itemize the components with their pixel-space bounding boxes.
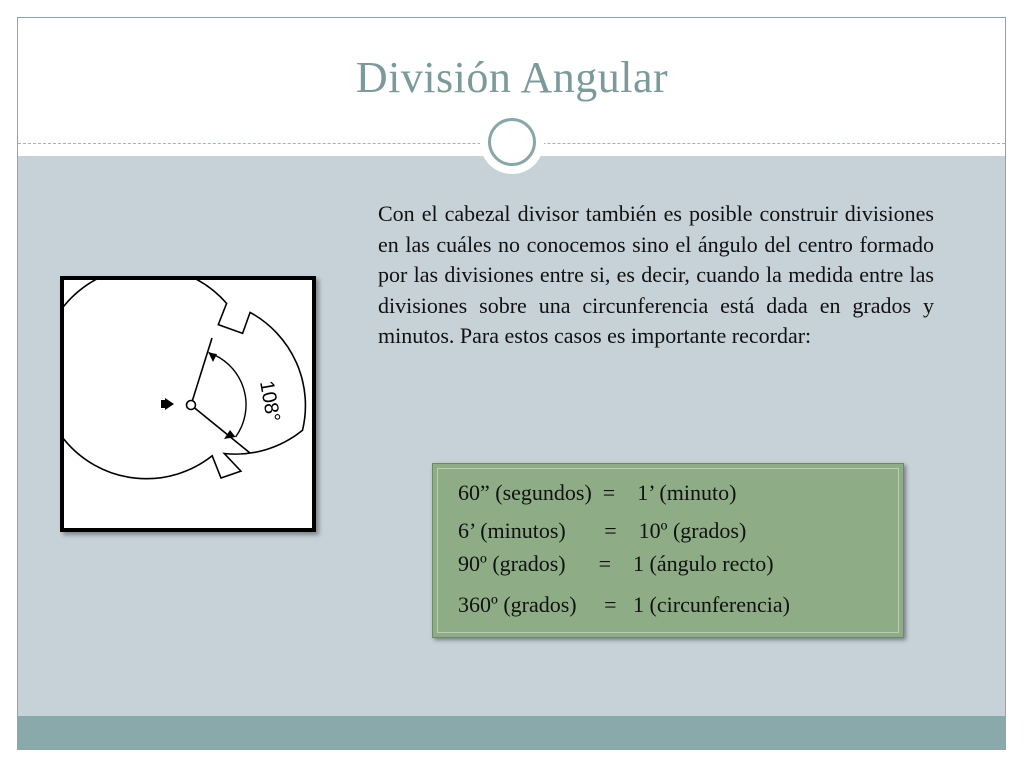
equivalence-line: 60” (segundos) = 1’ (minuto) (458, 480, 737, 505)
slide-title: División Angular (355, 53, 669, 102)
equivalence-line: 90º (grados) = 1 (ángulo recto) (458, 551, 774, 576)
equivalence-line: 360º (grados) = 1 (circunferencia) (458, 592, 790, 617)
arc-arrow-top (209, 353, 218, 362)
body-paragraph: Con el cabezal divisor también es posible construir divisiones en las cuáles no conocemos sino el ángulo del centro formado por las divisiones entre si, es decir, cuando la medida entre las divisiones sobre una circunferencia está dada en grados y minutos. Para estos casos es importante recordar: (378, 201, 934, 348)
arc-arrow-bottom (224, 430, 236, 439)
footer-bar (18, 716, 1005, 749)
ring-ornament-icon (480, 110, 544, 174)
angle-diagram (60, 276, 316, 532)
circle-division-drawing (64, 280, 312, 528)
angle-label: 108° (255, 379, 284, 424)
center-point (187, 401, 196, 410)
center-arrow-tail (161, 400, 167, 408)
equivalence-line: 6’ (minutos) = 10º (grados) (458, 518, 747, 543)
disc-outline (64, 280, 305, 479)
radius-upper (191, 338, 212, 405)
